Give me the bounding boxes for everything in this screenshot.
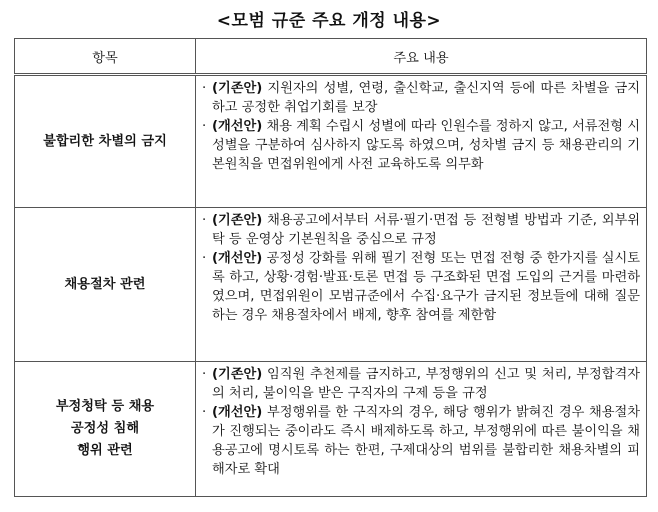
row-content	[196, 362, 647, 497]
row-content	[196, 208, 647, 362]
document-title: <모범 규준 주요 개정 내용>	[216, 11, 442, 31]
bullet-item	[202, 365, 640, 403]
bullet-text: 채용 계획 수립시 성별에 따라 인원수를 정하지 않고, 서류전형 시 성별을 구분하여 심사하지 않도록 하였으며, 성차별 금지 등 채용관리의 기본원칙을 면접위원에게 사전 교육하도록 의무화	[212, 119, 640, 172]
bullet-item	[202, 249, 640, 325]
bullet-text: 부정행위를 한 구직자의 경우, 해당 행위가 밝혀진 경우 채용절차가 진행되는 중이라도 즉시 배제하도록 하고, 부정행위에 따른 불이익을 채용공고에 명시토록 하는 한편, 구제대상의 범위를 불합리한 채용차별의 피해자로 확대	[212, 405, 640, 477]
bullet-tag: (기존안)	[212, 213, 263, 228]
row-item-label: 불합리한 차별의 금지	[15, 75, 196, 208]
bullet-tag: (개선안)	[212, 119, 263, 134]
table-row	[15, 362, 647, 497]
table-row	[15, 208, 647, 362]
bullet-tag: (기존안)	[212, 81, 263, 96]
bullet-dot: ·	[202, 251, 207, 266]
row-item-label: 채용절차 관련	[15, 208, 196, 362]
row-item-label: 부정청탁 등 채용 공정성 침해 행위 관련	[15, 362, 196, 497]
bullet-dot: ·	[202, 367, 207, 382]
bullet-item	[202, 211, 640, 249]
bullet-item	[202, 79, 640, 117]
header-item: 항목	[15, 39, 196, 75]
bullet-text: 임직원 추천제를 금지하고, 부정행위의 신고 및 처리, 부정합격자의 처리, 불이익을 받은 구직자의 구제 등을 규정	[212, 367, 640, 401]
bullet-text: 채용공고에서부터 서류·필기·면접 등 전형별 방법과 기준, 외부위탁 등 운영상 기본원칙을 중심으로 규정	[212, 213, 640, 247]
bullet-text: 공정성 강화를 위해 필기 전형 또는 면접 전형 중 한가지를 실시토록 하고, 상황·경험·발표·토론 면접 등 구조화된 면접 도입의 근거를 마련하였으며, 면접위원이 모범규준에서 수집·요구가 금지된 정보들에 대해 질문하는 경우 채용절차에서 배제, 향후 참여를 제한함	[212, 251, 640, 323]
bullet-text: 지원자의 성별, 연령, 출신학교, 출신지역 등에 따른 차별을 금지하고 공정한 취업기회를 보장	[212, 81, 640, 115]
row-content	[196, 75, 647, 208]
bullet-dot: ·	[202, 213, 207, 228]
bullet-tag: (기존안)	[212, 367, 263, 382]
bullet-dot: ·	[202, 119, 207, 134]
bullet-item	[202, 403, 640, 479]
bullet-dot: ·	[202, 81, 207, 96]
revision-table	[14, 38, 647, 497]
bullet-tag: (개선안)	[212, 405, 263, 420]
table-header-row	[15, 39, 647, 75]
bullet-item	[202, 117, 640, 174]
bullet-dot: ·	[202, 405, 207, 420]
table-row	[15, 75, 647, 208]
header-content: 주요 내용	[196, 39, 647, 75]
bullet-tag: (개선안)	[212, 251, 263, 266]
